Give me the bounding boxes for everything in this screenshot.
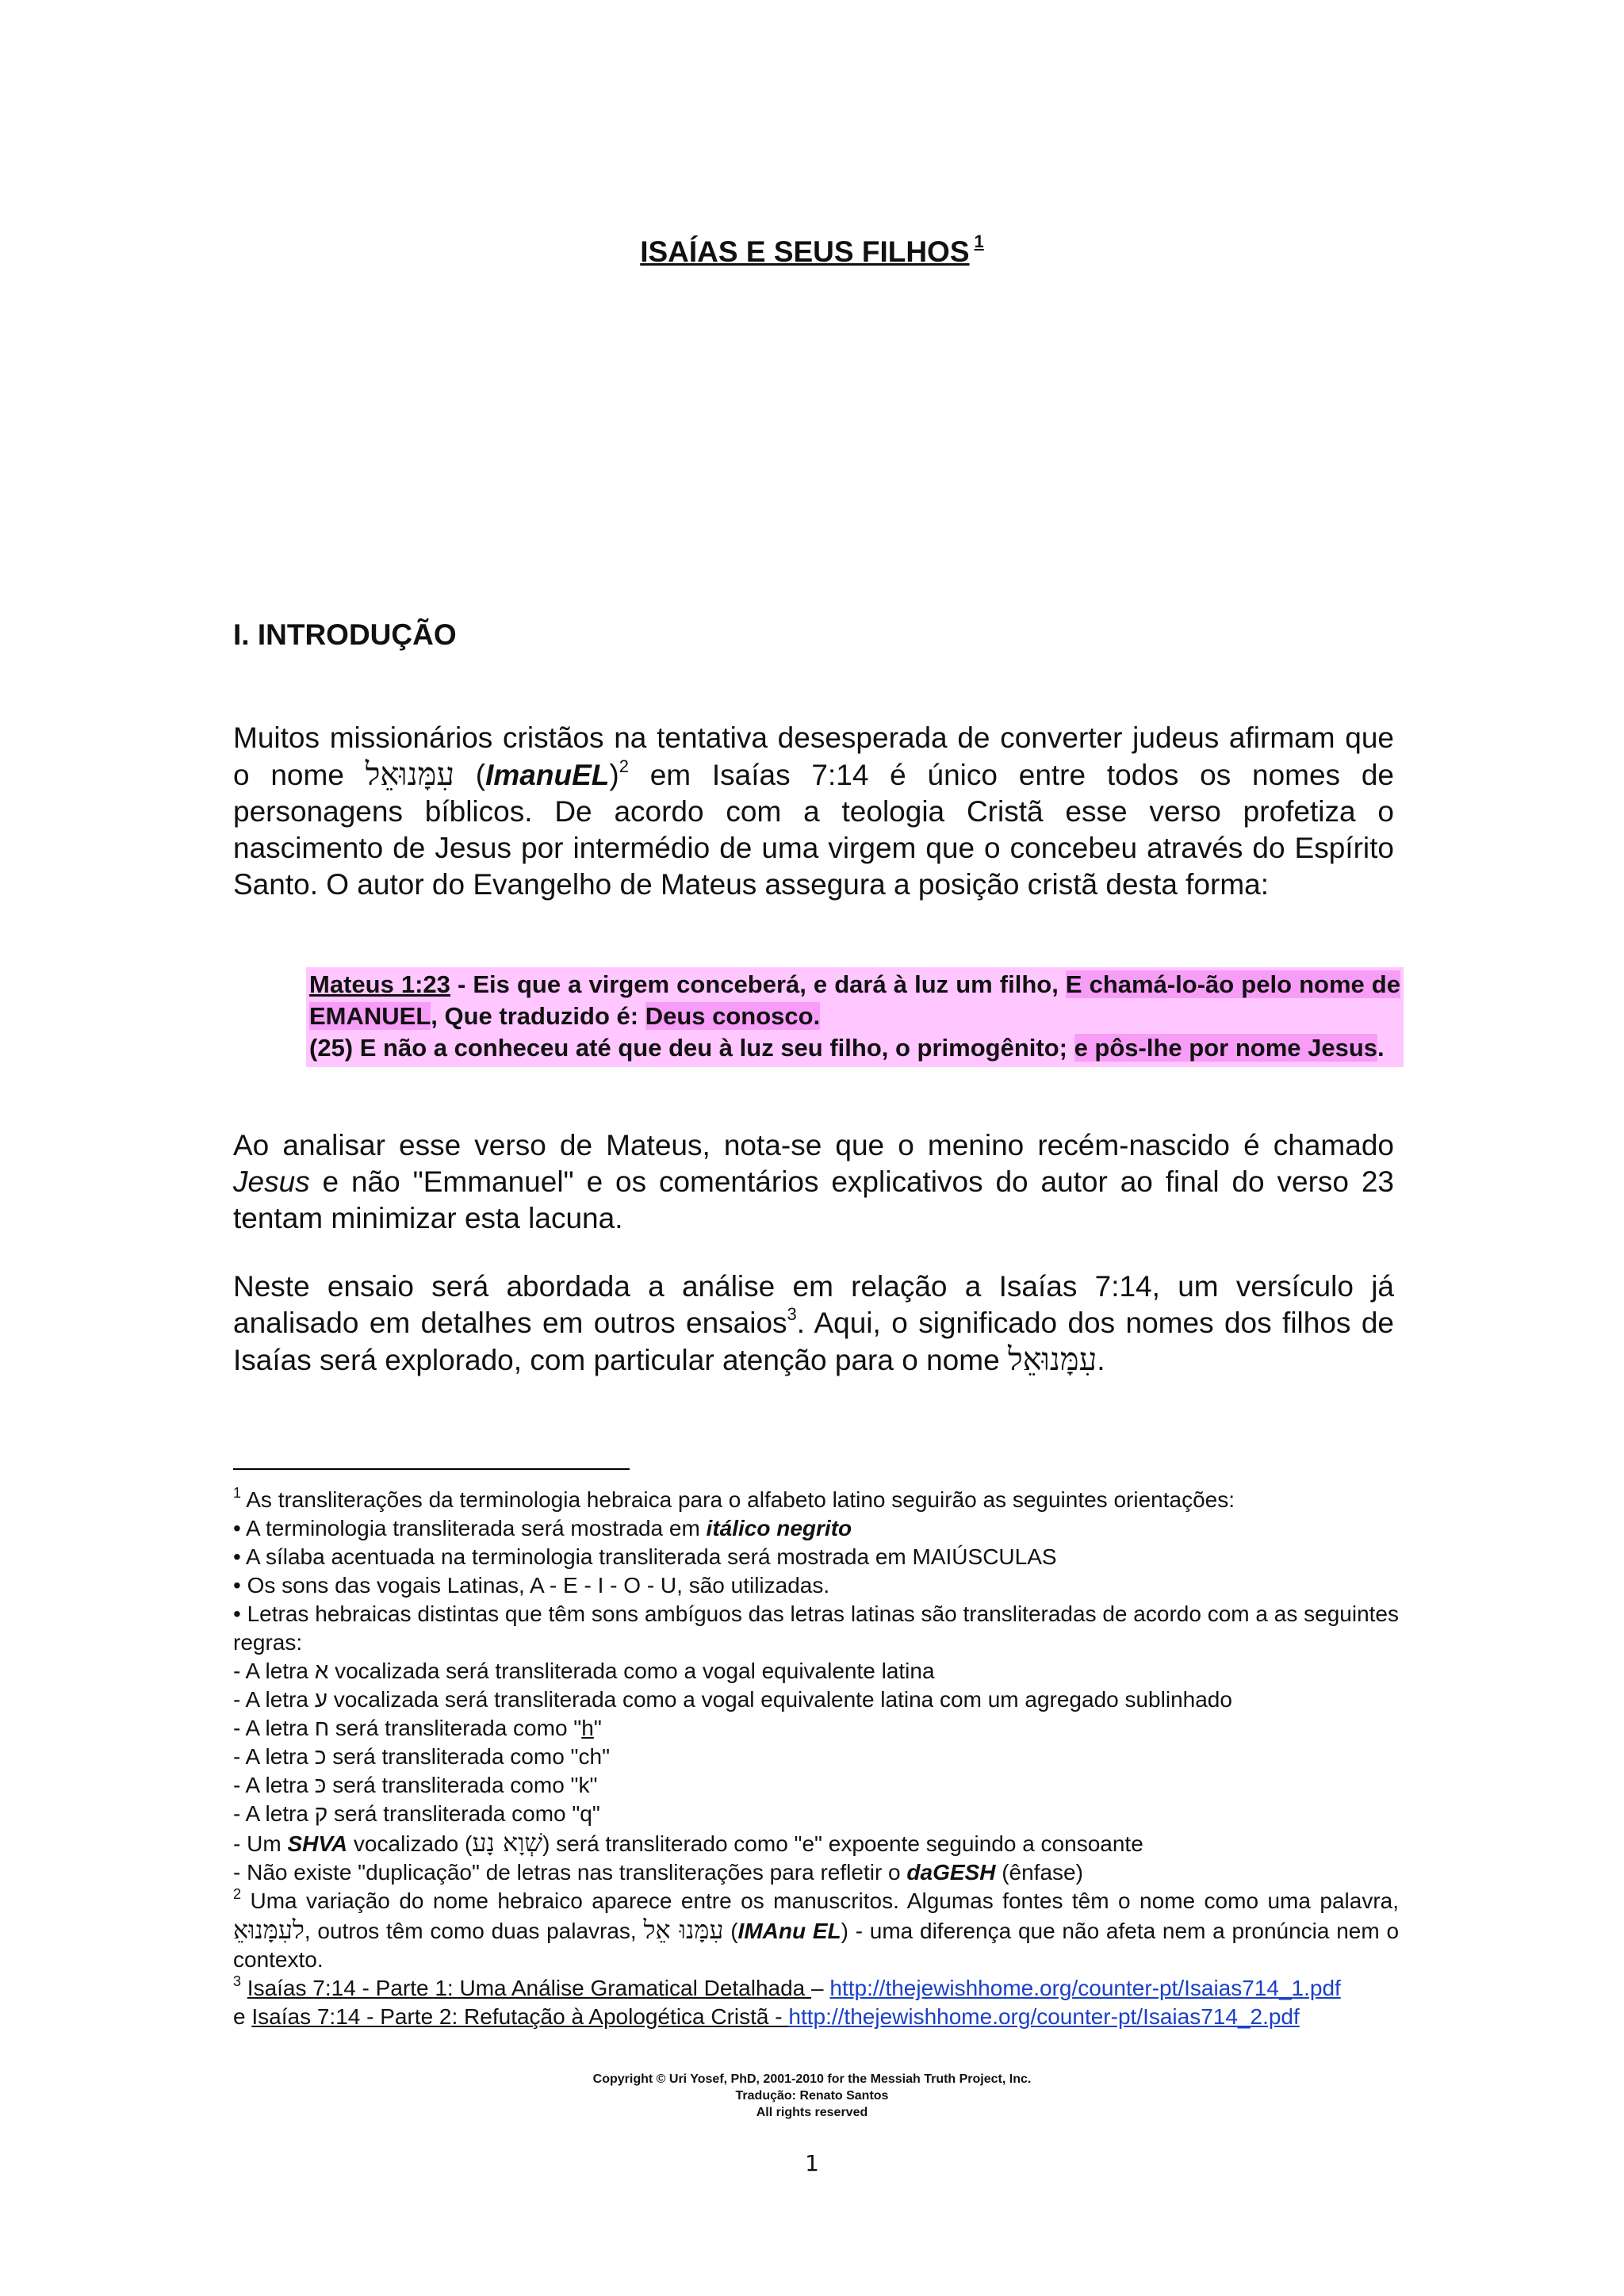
- hebrew-name: עִמָּנוּאֵל: [1007, 1341, 1097, 1378]
- rule-underlined: h: [581, 1716, 594, 1740]
- transliteration: ImanuEL: [485, 759, 610, 791]
- rule-text-c: ) será transliterado como "e" expoente seguindo a consoante: [542, 1831, 1143, 1856]
- footnote-ref-2[interactable]: 2: [619, 756, 629, 776]
- footnote-rule: [233, 1828, 1399, 1858]
- footnote-text-c: (: [723, 1919, 738, 1943]
- intro-text-c: ): [609, 759, 619, 791]
- transliteration: IMAnu EL: [737, 1919, 841, 1943]
- hebrew-term: שְׁוָא נָע: [472, 1827, 543, 1858]
- reference-title-2: Isaías 7:14 - Parte 2: Refutação à Apologética Cristã -: [251, 2004, 789, 2029]
- rule-text-a: - A letra ח será transliterada como ": [233, 1716, 582, 1740]
- footnote-rule: - A letra כּ será transliterada como "k": [233, 1773, 598, 1797]
- p2-italic: Jesus: [233, 1165, 310, 1198]
- copyright-line: Copyright © Uri Yosef, PhD, 2001-2010 for the Messiah Truth Project, Inc.: [592, 2072, 1032, 2086]
- footnote-1-intro: [233, 1486, 1399, 1514]
- footnote-text-a: Uma variação do nome hebraico aparece entre os manuscritos. Algumas fontes têm o nome como uma palavra,: [250, 1888, 1399, 1913]
- quote-highlight-3: e pôs-lhe por nome Jesus: [1074, 1034, 1378, 1062]
- bullet-text: Os sons das vogais Latinas, A - E - I - O - U, são utilizadas.: [247, 1573, 830, 1598]
- footnote-bullet: • A sílaba acentuada na terminologia transliterada será mostrada em MAIÚSCULAS: [233, 1544, 1057, 1569]
- conjunction: e: [233, 2004, 252, 2029]
- title-text: ISAÍAS E SEUS FILHOS: [640, 235, 970, 268]
- footnote-rule: - A letra ע vocalizada será transliterada como a vogal equivalente latina com um agregado sublinhado: [233, 1687, 1232, 1712]
- page-title: [0, 232, 1624, 269]
- footnote-number: 1: [233, 1485, 242, 1501]
- rule-text-b: vocalizado (: [347, 1831, 473, 1856]
- footnote-rule: - A letra ק será transliterada como "q": [233, 1801, 600, 1826]
- footnote-rule: - A letra א vocalizada será transliterada como a vogal equivalente latina: [233, 1659, 935, 1683]
- intro-text-d: em Isaías 7:14 é único entre todos os nomes de personagens bíblicos. De acordo com a teologia Cristã esse verso profetiza o nascimento de Jesus por intermédio de uma virgem que o concebeu através do Espírito Santo. O autor do Evangelho de Mateus assegura a posição cristã desta forma:: [233, 759, 1394, 901]
- footnote-rule: [233, 1858, 1399, 1887]
- footnote-number: 3: [233, 1973, 242, 1989]
- footnotes: [233, 1486, 1399, 2031]
- footnote-text-d: ) - uma diferença que não afeta nem a pronúncia nem o contexto.: [233, 1919, 1400, 1972]
- translator-line: Tradução: Renato Santos: [735, 2089, 889, 2103]
- footnote-bullet: • Os sons das vogais Latinas, A - E - I - O - U, são utilizadas.: [233, 1573, 830, 1598]
- footnote-separator: [233, 1468, 630, 1470]
- separator: –: [811, 1976, 830, 2000]
- rule-text-a: - Um: [233, 1831, 288, 1856]
- reference-link-1[interactable]: http://thejewishhome.org/counter-pt/Isaias714_1.pdf: [829, 1976, 1341, 2000]
- footnote-number: 2: [233, 1886, 242, 1902]
- footnote-ref-3[interactable]: 3: [787, 1304, 797, 1324]
- hebrew-variant-1: לעִמָּנוּאֵ: [233, 1915, 304, 1945]
- p3-text-c: .: [1097, 1344, 1105, 1376]
- scripture-quote: [306, 967, 1404, 1067]
- rule-term: daGESH: [906, 1860, 996, 1885]
- intro-text-b: (: [454, 759, 486, 791]
- copyright-block: [0, 2071, 1624, 2121]
- reference-title-1: Isaías 7:14 - Parte 1: Uma Análise Gramatical Detalhada: [247, 1976, 812, 2000]
- intro-text-a: Muitos missionários cristãos na tentativa desesperada de converter judeus afirmam que o nome: [233, 721, 1394, 791]
- bullet-text: Letras hebraicas distintas que têm sons ambíguos das letras latinas são transliteradas de acordo com a as seguintes regras:: [233, 1601, 1399, 1655]
- quote-text-c: (25) E não a conheceu até que deu à luz seu filho, o primogênito;: [309, 1034, 1074, 1062]
- title-footnote-ref[interactable]: 1: [974, 232, 984, 251]
- rule-text-b: ": [593, 1716, 602, 1740]
- p3-text-a: Neste ensaio será abordada a análise em relação a Isaías 7:14, um versículo já analisado em detalhes em outros ensaios: [233, 1270, 1394, 1339]
- bullet-emphasis: itálico negrito: [706, 1516, 852, 1540]
- quote-text-d: .: [1377, 1034, 1385, 1062]
- p2-text-a: Ao analisar esse verso de Mateus, nota-se que o menino recém-nascido é chamado: [233, 1129, 1394, 1161]
- bullet-text: A sílaba acentuada na terminologia transliterada será mostrada em MAIÚSCULAS: [246, 1544, 1057, 1569]
- rule-text-a: - Não existe "duplicação" de letras nas transliterações para refletir o: [233, 1860, 907, 1885]
- footnote-2: [233, 1887, 1399, 1974]
- intro-paragraph: [233, 720, 1394, 903]
- rule-term: SHVA: [287, 1831, 348, 1856]
- footnote-rule: - A letra כ será transliterada como "ch": [233, 1744, 611, 1769]
- page-number: 1: [805, 2150, 819, 2176]
- footnote-bullet: • Letras hebraicas distintas que têm sons ambíguos das letras latinas são transliteradas de acordo com a as seguintes regras:: [233, 1601, 1399, 1655]
- p2-text-b: e não "Emmanuel" e os comentários explicativos do autor ao final do verso 23 tentam minimizar esta lacuna.: [233, 1165, 1394, 1234]
- rule-text-b: (ênfase): [995, 1860, 1083, 1885]
- section-heading: I. INTRODUÇÃO: [233, 618, 457, 651]
- quote-highlight-2: Deus conosco.: [645, 1002, 821, 1030]
- hebrew-name: עִמָּנוּאֵל: [365, 756, 454, 793]
- hebrew-variant-2: עִמָּנוּ אֵל: [643, 1915, 724, 1945]
- rights-line: All rights reserved: [756, 2106, 868, 2119]
- footnote-rule: [233, 1714, 1399, 1743]
- essay-paragraph: [233, 1269, 1394, 1379]
- footnote-text: As transliterações da terminologia hebraica para o alfabeto latino seguirão as seguintes orientações:: [246, 1487, 1235, 1512]
- footnote-3: [233, 1974, 1399, 2003]
- quote-text-b: , Que traduzido é:: [431, 1002, 645, 1030]
- quote-reference: Mateus 1:23: [309, 970, 450, 998]
- bullet-text: A terminologia transliterada será mostrada em: [246, 1516, 707, 1540]
- footnote-bullet: • A terminologia transliterada será mostrada em itálico negrito: [233, 1516, 852, 1540]
- footnote-text-b: , outros têm como duas palavras,: [304, 1919, 644, 1943]
- reference-link-2[interactable]: http://thejewishhome.org/counter-pt/Isaias714_2.pdf: [788, 2004, 1300, 2029]
- quote-highlight-1: E chamá-lo-ão pelo nome de EMANUEL: [309, 970, 1400, 1030]
- analysis-paragraph: [233, 1127, 1394, 1237]
- p3-text-b: . Aqui, o significado dos nomes dos filhos de Isaías será explorado, com particular atenção para o nome: [233, 1307, 1394, 1376]
- footnote-3-cont: [233, 2003, 1399, 2031]
- quote-text-a: - Eis que a virgem conceberá, e dará à luz um filho,: [450, 970, 1066, 998]
